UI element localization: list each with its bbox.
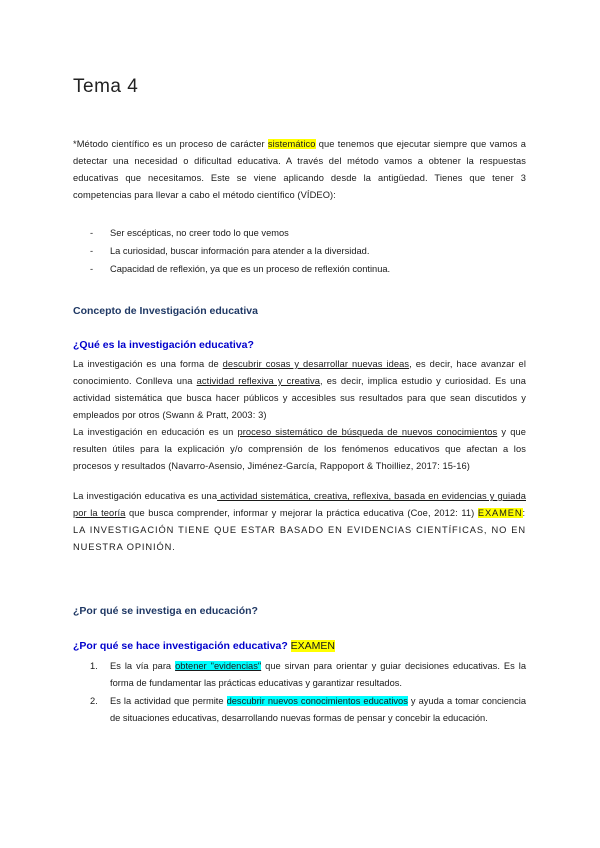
section-heading-por-que: ¿Por qué se investiga en educación? (73, 605, 258, 617)
underlined-text: proceso sistemático de búsqueda de nuevos conocimientos (237, 427, 498, 437)
list-number: 2. (90, 696, 98, 706)
list-item: - La curiosidad, buscar información para atender a la diversidad. (90, 242, 390, 260)
text-run: y que resulten útiles para la explicación y/o comprensión de los fenómenos educativos que afectan a los procesos y resultados (Navarro-Asensio, Jiménez-García, Rappoport & Thoilliez, 2017: 15-16) (73, 427, 527, 471)
text-run: y ayuda a tomar conciencia de situaciones educativas, desarrollando nuevas formas de pensar y concebir la educación. (110, 696, 526, 723)
text-run: : LA INVESTIGACIÓN TIENE QUE ESTAR BASADO EN EVIDENCIAS CIENTÍFICAS, NO EN NUESTRA OPINIÓN. (73, 508, 526, 552)
razones-list (90, 658, 526, 728)
exam-badge: EXAMEN (477, 508, 523, 518)
subheading-que-es: ¿Qué es la investigación educativa? (73, 339, 254, 351)
list-item (90, 693, 526, 727)
que-es-paragraph-2 (73, 424, 526, 475)
intro-highlight: sistemático (267, 139, 316, 149)
underlined-text: actividad sistemática, creativa, reflexiva, basada en evidencias y guiada por la teoría (73, 491, 526, 518)
underlined-text: actividad reflexiva y creativa (196, 376, 321, 386)
underlined-text: descubrir cosas y desarrollar nuevas ideas (222, 359, 410, 369)
page-title: Tema 4 (73, 76, 139, 97)
list-number: 1. (90, 661, 98, 671)
highlight-text: obtener "evidencias" (175, 661, 262, 671)
text-run: La investigación educativa es una (73, 491, 218, 501)
intro-text-1: *Método científico es un proceso de carácter (73, 139, 268, 149)
text-run: Es la vía para (110, 661, 176, 671)
highlight-text: descubrir nuevos conocimientos educativos (226, 696, 408, 706)
que-es-paragraph-3 (73, 488, 526, 556)
text-run: que busca comprender, informar y mejorar la práctica educativa (Coe, 2012: 11) (125, 508, 478, 518)
text-run: La investigación en educación es un (73, 427, 238, 437)
exam-badge: EXAMEN (290, 640, 336, 652)
text-run: La investigación es una forma de (73, 359, 223, 369)
list-item (90, 658, 526, 692)
section-heading-concepto: Concepto de Investigación educativa (73, 305, 258, 317)
subheading-por-que-hace (73, 640, 335, 652)
intro-paragraph (73, 136, 526, 204)
list-item: - Ser escépticas, no creer todo lo que vemos (90, 224, 390, 242)
text-run: , es decir, hace avanzar el conocimiento. Conlleva una (73, 359, 526, 386)
text-run: Es la actividad que permite (110, 696, 227, 706)
text-run: que sirvan para orientar y guiar decisiones educativas. Es la forma de fundamentar las prácticas educativas y garantizar resultados. (110, 661, 526, 688)
heading-text: ¿Por qué se hace investigación educativa? (73, 640, 288, 652)
que-es-paragraph-1 (73, 356, 526, 424)
text-run: , es decir, implica estudio y curiosidad. Es una actividad sistemática que busca hacer públicos y accesibles sus resultados para que sean discutidos y empleados por otros (Swann & Pratt, 2003: 3) (73, 376, 526, 420)
list-item: - Capacidad de reflexión, ya que es un proceso de reflexión continua. (90, 260, 390, 278)
competencias-list (90, 224, 390, 278)
intro-text-2: que tenemos que ejecutar siempre que vamos a detectar una necesidad o dificultad educativa. A través del método vamos a obtener la respuestas educativas que necesitamos. Este se viene aplicando desde la antigüedad. Tienes que tener 3 competencias para llevar a cabo el método científico (VÍDEO): (73, 139, 526, 200)
